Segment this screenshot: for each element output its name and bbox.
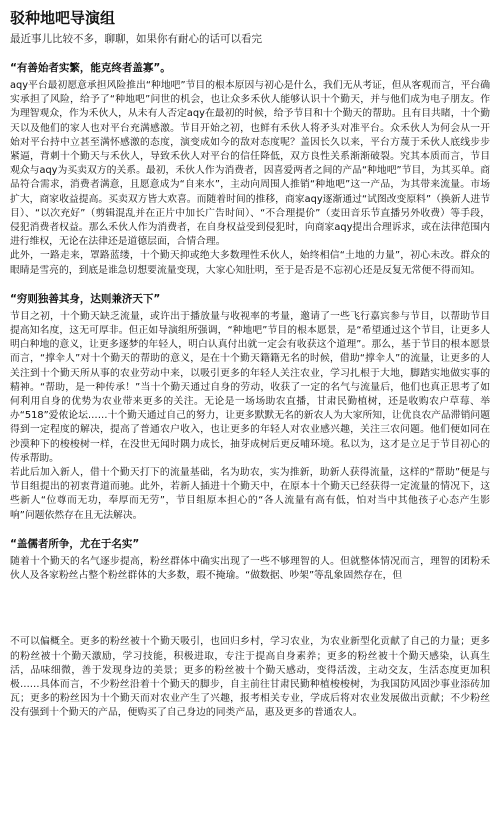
section-heading: “盖儒者所争，尤在于名实”: [10, 537, 140, 550]
paragraph: 随着十个勤天的名气逐步提高，粉丝群体中确实出现了一些不够理智的人。但就整体情况而言，理智的团粉禾伙人及各家粉丝占整个粉丝群体的大多数，瑕不掩瑜。“做数据、吵架”等乱象固然存在，但: [10, 555, 490, 582]
paragraph: 节目之初，十个勤天缺乏流量，或许出于播放量与收视率的考量，邀请了一些飞行嘉宾参与节目，以帮助节目提高知名度，这无可厚非。但正如导演组所强调，“种地吧”节目的根本愿景，是“希望通过这个节目，让更多人明白种地的意义，让更多逐梦的年轻人，明白认真付出就一定会有收获这个道理”。那么，基于节目的根本愿景而言，“撑伞人”对十个勤天的帮助的意义，是在十个勤天籍籍无名的时候，借助“撑伞人”的流量，让更多的人关注到十个勤天所从事的农业劳动中来，以吸引更多的年轻人关注农业，学习扎根于大地，脚踏实地做实事的精神。“帮助，是一种传承！”当十个勤天通过自身的劳动，收获了一定的名气与流量后，他们也真正思考了如何利用自身的优势为农业带来更多的关注。无论是一场场助农直播，甘肃民勤植树，还是收购农户草莓、举办“518”爱侬论坛……十个勤天通过自己的努力，让更多默默无名的新农人为大家所知，让优良农产品滞销问题得到一定程度的解决，提高了普通农户收入，也让更多的年轻人对农业感兴趣，关注三农问题。他们便如同在沙漠种下的梭梭树一样，在没世无闻时隅力成长，抽芽成树后更反哺环境。私以为，这才是立足于节目初心的传承帮助。: [10, 310, 490, 464]
section-2: [10, 292, 490, 523]
section-heading: “有善始者实繁，能克终者盖寡”。: [10, 62, 171, 74]
paragraph: aqy平台最初愿意承担风险推出“种地吧”节目的根本原因与初心是什么，我们无从考证，但从客观而言，平台确实承担了风险，给予了“种地吧”问世的机会，也让众多禾伙人能够认识十个勤天，并与他们成为电子朋友。作为理智观众，作为禾伙人，从未有人否定aqy在最初的时候，给予节目和十个勤天的帮助。且有目共睹，十个勤天以及他们的家人也对平台充满感激。节目开始之初，也鲜有禾伙人将矛头对准平台。众禾伙人为何会从一开始对平台持中立甚至满怀感激的态度，演变成如今的敌对态度呢？盖因长久以来，平台方蔑于禾伙人底线步步紧逼，背刺十个勤天与禾伙人，导致禾伙人对平台的信任降低，双方良性关系渐渐破裂。究其本质而言，节目观众与aqy为买卖双方的关系。最初，禾伙人作为消费者，因喜爱两者之间的产品“种地吧”节目，为其买单。商品符合需求，消费者满意，且愿意成为“自来水”，主动向周围人推销“种地吧”这一产品，为其带来流量。市场扩大，商家收益提高。买卖双方皆大欢喜。而随着时间的推移，商家aqy逐渐通过“试图改变原料”（换新人进节目）、“以次充好”（剪辑混乱并在正片中加长广告时间）、“不合理提价”（麦田音乐节直播另外收费）等手段，侵犯消费者权益。那么禾伙人作为消费者，在自身权益受到侵犯时，向商家aqy提出合理诉求，或在法律范围内进行维权，无论在法律还是道德层面，合情合理。: [10, 80, 490, 248]
article-intro: 最近事儿比较不多，聊聊，如果你有耐心的话可以看完: [10, 33, 262, 45]
paragraph: 此外，一路走来，罩路蓝缕，十个勤天抑或绝大多数理性禾伙人，始终相信“土地的力量”，初心未改。群众的眼睛是雪亮的，到底是谁急切想要流量变现，大家心知肚明，至于是否是不忘初心还是反复无常便不得而知。: [10, 250, 490, 276]
article-title: 驳种地吧导演组: [10, 9, 116, 27]
paragraph: 不可以偏概全。更多的粉丝被十个勤天吸引，也回归乡村，学习农业，为农业新型化贡献了自己的力量；更多的粉丝被十个勤天激励，学习技能，积极进取，专注于提高自身素养；更多的粉丝被十个勤天感染，认真生活，品味细微，善于发现身边的美景；更多的粉丝被十个勤天感动，变得活泼，主动交友，生活态度更加积极……具体而言，不少粉丝沿着十个勤天的脚步，自主前往甘肃民勤种植梭梭树，为我国防风固沙事业添砖加瓦；更多的粉丝因为十个勤天而对农业产生了兴趣，报考相关专业，学成后将对农业发展做出贡献；不少粉丝没有强到十个勤天的产品，便购买了自己身边的同类产品，惠及更多的普通农人。: [10, 636, 490, 719]
paragraph: 若此后加入新人，借十个勤天打下的流量基础，名为助农，实为推新，助新人获得流量，这样的“帮助”便是与节目组提出的初衷背道而驰。此外，若新人插进十个勤天中，在原本十个勤天已经获得一定流量的情况下，这些新人“位尊而无功，奉厚而无劳”，节目组原本担心的“各人流量有高有低，怕对当中其他孩子心态产生影响”问题依然存在且无法解决。: [10, 467, 490, 521]
page-break-gap: [10, 597, 490, 635]
section-heading: “穷则独善其身，达则兼济天下”: [10, 292, 161, 305]
section-3: [10, 537, 490, 583]
section-4: [10, 635, 490, 720]
section-1: [10, 61, 490, 278]
